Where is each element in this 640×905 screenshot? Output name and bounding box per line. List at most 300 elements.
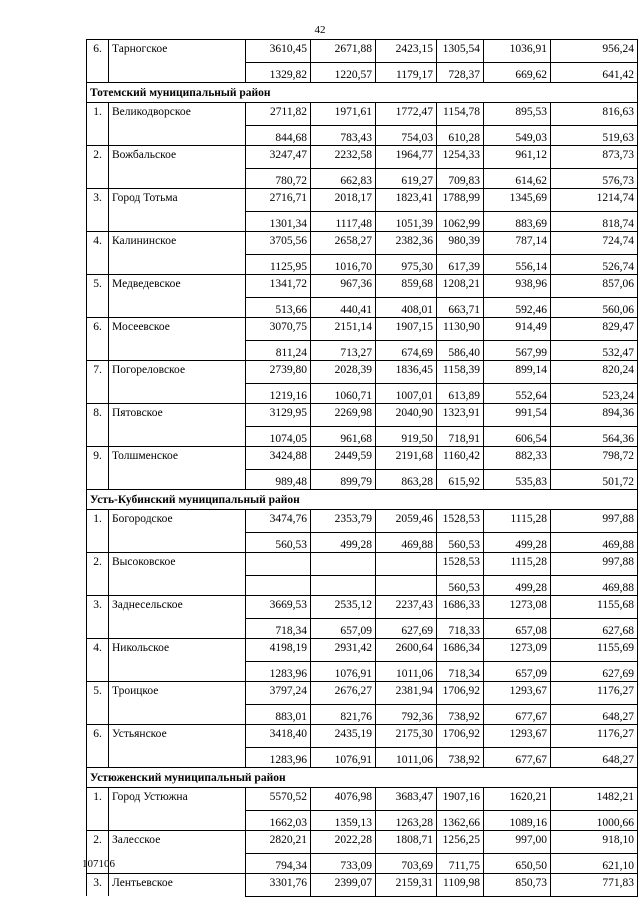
value-cell: 991,54 (484, 404, 551, 427)
value-cell: 3247,47 (246, 146, 311, 169)
value-cell: 1706,92 (437, 682, 484, 705)
value-cell: 1160,42 (437, 447, 484, 470)
value-cell: 2018,17 (311, 189, 376, 212)
value-cell (246, 553, 311, 576)
table-row (87, 103, 638, 126)
value-cell: 771,83 (551, 874, 638, 897)
empty-cell (87, 575, 109, 596)
value-cell: 1345,69 (484, 189, 551, 212)
value-cell: 1788,99 (437, 189, 484, 212)
value-cell: 1074,05 (246, 426, 311, 447)
value-cell: 619,27 (376, 168, 437, 189)
value-cell: 2423,15 (376, 40, 437, 63)
value-cell: 3797,24 (246, 682, 311, 705)
row-number: 3. (87, 189, 109, 212)
value-cell (246, 575, 311, 596)
value-cell: 1273,08 (484, 596, 551, 619)
value-cell: 844,68 (246, 125, 311, 146)
table-row (87, 340, 638, 361)
value-cell: 615,92 (437, 469, 484, 490)
value-cell: 567,99 (484, 340, 551, 361)
region-title: Тотемский муниципальный район (87, 83, 638, 103)
value-cell: 914,49 (484, 318, 551, 341)
value-cell: 863,28 (376, 469, 437, 490)
table-row (87, 232, 638, 255)
value-cell: 2711,82 (246, 103, 311, 126)
value-cell: 2059,46 (376, 510, 437, 533)
value-cell: 938,96 (484, 275, 551, 298)
value-cell: 899,79 (311, 469, 376, 490)
value-cell: 5570,52 (246, 788, 311, 811)
value-cell: 4198,19 (246, 639, 311, 662)
empty-cell (87, 810, 109, 831)
value-cell: 677,67 (484, 747, 551, 768)
empty-cell (87, 469, 109, 490)
row-number: 7. (87, 361, 109, 384)
settlement-name: Мосеевское (109, 318, 246, 341)
empty-cell (109, 383, 246, 404)
value-cell: 613,89 (437, 383, 484, 404)
value-cell: 709,83 (437, 168, 484, 189)
value-cell: 1011,06 (376, 747, 437, 768)
row-number: 4. (87, 639, 109, 662)
empty-cell (109, 618, 246, 639)
value-cell: 1089,16 (484, 810, 551, 831)
value-cell: 718,91 (437, 426, 484, 447)
settlement-name: Погореловское (109, 361, 246, 384)
value-cell: 408,01 (376, 297, 437, 318)
value-cell: 2232,58 (311, 146, 376, 169)
table-row (87, 254, 638, 275)
value-cell: 2151,14 (311, 318, 376, 341)
value-cell: 1283,96 (246, 747, 311, 768)
empty-cell (87, 62, 109, 83)
value-cell: 535,83 (484, 469, 551, 490)
value-cell: 961,12 (484, 146, 551, 169)
value-cell: 2040,90 (376, 404, 437, 427)
value-cell: 2159,31 (376, 874, 437, 897)
empty-cell (87, 618, 109, 639)
row-number: 1. (87, 788, 109, 811)
value-cell: 3705,56 (246, 232, 311, 255)
value-cell: 733,09 (311, 853, 376, 874)
value-cell: 2022,28 (311, 831, 376, 854)
row-number: 3. (87, 874, 109, 897)
value-cell: 1036,91 (484, 40, 551, 63)
value-cell: 1323,91 (437, 404, 484, 427)
value-cell: 657,08 (484, 618, 551, 639)
value-cell: 873,73 (551, 146, 638, 169)
value-cell: 883,69 (484, 211, 551, 232)
value-cell: 1051,39 (376, 211, 437, 232)
settlement-name: Заднесельское (109, 596, 246, 619)
value-cell: 1362,66 (437, 810, 484, 831)
empty-cell (87, 661, 109, 682)
table-row (87, 596, 638, 619)
value-cell: 2382,36 (376, 232, 437, 255)
value-cell: 556,14 (484, 254, 551, 275)
empty-cell (87, 125, 109, 146)
table-row (87, 361, 638, 384)
row-number: 5. (87, 682, 109, 705)
value-cell: 883,01 (246, 704, 311, 725)
value-cell: 1016,70 (311, 254, 376, 275)
value-cell: 576,73 (551, 168, 638, 189)
value-cell: 1662,03 (246, 810, 311, 831)
value-cell: 657,09 (484, 661, 551, 682)
table-row (87, 404, 638, 427)
document-id: 107106 (82, 858, 115, 870)
settlement-name: Высоковское (109, 553, 246, 576)
value-cell: 1907,15 (376, 318, 437, 341)
row-number: 6. (87, 318, 109, 341)
value-cell: 560,53 (437, 575, 484, 596)
table-row (87, 189, 638, 212)
table-row (87, 853, 638, 874)
value-cell: 2676,27 (311, 682, 376, 705)
value-cell: 816,63 (551, 103, 638, 126)
data-table (86, 39, 638, 897)
empty-cell (87, 297, 109, 318)
value-cell: 2237,43 (376, 596, 437, 619)
empty-cell (109, 853, 246, 874)
value-cell: 2535,12 (311, 596, 376, 619)
region-header-row (87, 83, 638, 103)
value-cell: 1154,78 (437, 103, 484, 126)
empty-cell (87, 532, 109, 553)
value-cell: 523,24 (551, 383, 638, 404)
value-cell: 1076,91 (311, 747, 376, 768)
value-cell: 648,27 (551, 704, 638, 725)
value-cell: 1176,27 (551, 682, 638, 705)
table-row (87, 810, 638, 831)
value-cell: 1219,16 (246, 383, 311, 404)
table-row (87, 211, 638, 232)
row-number: 2. (87, 146, 109, 169)
region-title: Устюженский муниципальный район (87, 768, 638, 788)
value-cell: 3610,45 (246, 40, 311, 63)
value-cell: 627,68 (551, 618, 638, 639)
empty-cell (109, 532, 246, 553)
value-cell: 754,03 (376, 125, 437, 146)
value-cell (376, 575, 437, 596)
value-cell: 549,03 (484, 125, 551, 146)
value-cell: 592,46 (484, 297, 551, 318)
value-cell: 2716,71 (246, 189, 311, 212)
empty-cell (87, 340, 109, 361)
value-cell: 3424,88 (246, 447, 311, 470)
empty-cell (109, 810, 246, 831)
value-cell: 513,66 (246, 297, 311, 318)
value-cell: 2449,59 (311, 447, 376, 470)
settlement-name: Толшменское (109, 447, 246, 470)
value-cell (376, 553, 437, 576)
value-cell: 1220,57 (311, 62, 376, 83)
value-cell: 850,73 (484, 874, 551, 897)
table-row (87, 661, 638, 682)
value-cell: 718,34 (246, 618, 311, 639)
table-row (87, 639, 638, 662)
value-cell: 1062,99 (437, 211, 484, 232)
value-cell: 1117,48 (311, 211, 376, 232)
value-cell: 1907,16 (437, 788, 484, 811)
value-cell: 1254,33 (437, 146, 484, 169)
table-row (87, 275, 638, 298)
value-cell: 560,06 (551, 297, 638, 318)
value-cell: 997,00 (484, 831, 551, 854)
value-cell: 2175,30 (376, 725, 437, 748)
value-cell: 794,34 (246, 853, 311, 874)
value-cell: 3070,75 (246, 318, 311, 341)
region-title: Усть-Кубинский муниципальный район (87, 490, 638, 510)
settlement-name: Город Устюжна (109, 788, 246, 811)
value-cell: 2435,19 (311, 725, 376, 748)
value-cell: 811,24 (246, 340, 311, 361)
value-cell: 2820,21 (246, 831, 311, 854)
empty-cell (109, 168, 246, 189)
empty-cell (109, 62, 246, 83)
value-cell: 469,88 (376, 532, 437, 553)
table-row (87, 146, 638, 169)
value-cell: 1305,54 (437, 40, 484, 63)
value-cell: 657,09 (311, 618, 376, 639)
value-cell: 724,74 (551, 232, 638, 255)
value-cell: 3418,40 (246, 725, 311, 748)
table-row (87, 682, 638, 705)
table-row (87, 874, 638, 897)
table-row (87, 575, 638, 596)
value-cell: 2658,27 (311, 232, 376, 255)
region-header-row (87, 768, 638, 788)
table-row (87, 532, 638, 553)
empty-cell (109, 661, 246, 682)
table-row (87, 747, 638, 768)
value-cell: 3669,53 (246, 596, 311, 619)
value-cell: 829,47 (551, 318, 638, 341)
settlement-name: Богородское (109, 510, 246, 533)
row-number: 3. (87, 596, 109, 619)
value-cell: 895,53 (484, 103, 551, 126)
value-cell: 783,43 (311, 125, 376, 146)
value-cell: 1214,74 (551, 189, 638, 212)
value-cell: 1011,06 (376, 661, 437, 682)
table-row (87, 318, 638, 341)
value-cell: 606,54 (484, 426, 551, 447)
value-cell: 617,39 (437, 254, 484, 275)
value-cell: 1076,91 (311, 661, 376, 682)
value-cell: 1155,68 (551, 596, 638, 619)
value-cell: 1482,21 (551, 788, 638, 811)
value-cell: 1528,53 (437, 510, 484, 533)
settlement-name: Медведевское (109, 275, 246, 298)
value-cell: 997,88 (551, 553, 638, 576)
empty-cell (109, 254, 246, 275)
empty-cell (87, 254, 109, 275)
value-cell: 586,40 (437, 340, 484, 361)
value-cell: 1158,39 (437, 361, 484, 384)
value-cell: 980,39 (437, 232, 484, 255)
value-cell: 663,71 (437, 297, 484, 318)
value-cell: 738,92 (437, 747, 484, 768)
value-cell: 1359,13 (311, 810, 376, 831)
value-cell: 669,62 (484, 62, 551, 83)
value-cell: 2381,94 (376, 682, 437, 705)
table-row (87, 469, 638, 490)
table-row (87, 618, 638, 639)
value-cell: 718,34 (437, 661, 484, 682)
empty-cell (109, 211, 246, 232)
settlement-name: Калининское (109, 232, 246, 255)
table-row (87, 510, 638, 533)
value-cell: 738,92 (437, 704, 484, 725)
value-cell: 1060,71 (311, 383, 376, 404)
value-cell: 1341,72 (246, 275, 311, 298)
table-row (87, 383, 638, 404)
value-cell: 2931,42 (311, 639, 376, 662)
value-cell: 1125,95 (246, 254, 311, 275)
row-number: 2. (87, 553, 109, 576)
value-cell: 1283,96 (246, 661, 311, 682)
value-cell: 552,64 (484, 383, 551, 404)
table-row (87, 40, 638, 63)
value-cell: 899,14 (484, 361, 551, 384)
value-cell: 499,28 (484, 575, 551, 596)
table-row (87, 168, 638, 189)
value-cell (311, 553, 376, 576)
value-cell: 792,36 (376, 704, 437, 725)
empty-cell (87, 383, 109, 404)
value-cell: 882,33 (484, 447, 551, 470)
value-cell: 2353,79 (311, 510, 376, 533)
value-cell: 440,41 (311, 297, 376, 318)
value-cell (311, 575, 376, 596)
empty-cell (87, 704, 109, 725)
settlement-name: Устьянское (109, 725, 246, 748)
value-cell: 674,69 (376, 340, 437, 361)
value-cell: 703,69 (376, 853, 437, 874)
row-number: 6. (87, 725, 109, 748)
row-number: 8. (87, 404, 109, 427)
value-cell: 2600,64 (376, 639, 437, 662)
value-cell: 627,69 (551, 661, 638, 682)
value-cell: 713,27 (311, 340, 376, 361)
value-cell: 2399,07 (311, 874, 376, 897)
value-cell: 1208,21 (437, 275, 484, 298)
value-cell: 728,37 (437, 62, 484, 83)
row-number: 1. (87, 103, 109, 126)
empty-cell (109, 469, 246, 490)
value-cell: 610,28 (437, 125, 484, 146)
value-cell: 1263,28 (376, 810, 437, 831)
row-number: 2. (87, 831, 109, 854)
value-cell: 2269,98 (311, 404, 376, 427)
settlement-name: Вожбальское (109, 146, 246, 169)
value-cell: 1808,71 (376, 831, 437, 854)
value-cell: 1301,34 (246, 211, 311, 232)
value-cell: 560,53 (246, 532, 311, 553)
value-cell: 1179,17 (376, 62, 437, 83)
row-number: 4. (87, 232, 109, 255)
value-cell: 798,72 (551, 447, 638, 470)
value-cell: 711,75 (437, 853, 484, 874)
empty-cell (87, 211, 109, 232)
table-row (87, 426, 638, 447)
table-row (87, 447, 638, 470)
value-cell: 997,88 (551, 510, 638, 533)
value-cell: 1000,66 (551, 810, 638, 831)
value-cell: 787,14 (484, 232, 551, 255)
empty-cell (109, 747, 246, 768)
value-cell: 967,36 (311, 275, 376, 298)
empty-cell (109, 125, 246, 146)
value-cell: 718,33 (437, 618, 484, 639)
value-cell: 2028,39 (311, 361, 376, 384)
value-cell: 1273,09 (484, 639, 551, 662)
value-cell: 1686,34 (437, 639, 484, 662)
row-number: 9. (87, 447, 109, 470)
empty-cell (109, 297, 246, 318)
page-number: 42 (314, 24, 326, 36)
value-cell: 821,76 (311, 704, 376, 725)
empty-cell (109, 704, 246, 725)
value-cell: 918,10 (551, 831, 638, 854)
row-number: 5. (87, 275, 109, 298)
value-cell: 1115,28 (484, 553, 551, 576)
value-cell: 1130,90 (437, 318, 484, 341)
value-cell: 820,24 (551, 361, 638, 384)
value-cell: 662,83 (311, 168, 376, 189)
empty-cell (87, 426, 109, 447)
table-row (87, 704, 638, 725)
value-cell: 1293,67 (484, 682, 551, 705)
value-cell: 1620,21 (484, 788, 551, 811)
value-cell: 956,24 (551, 40, 638, 63)
value-cell: 526,74 (551, 254, 638, 275)
value-cell: 641,42 (551, 62, 638, 83)
value-cell: 1293,67 (484, 725, 551, 748)
table-row (87, 125, 638, 146)
empty-cell (87, 747, 109, 768)
value-cell: 3129,95 (246, 404, 311, 427)
value-cell: 499,28 (484, 532, 551, 553)
row-number: 6. (87, 40, 109, 63)
empty-cell (109, 340, 246, 361)
empty-cell (109, 426, 246, 447)
value-cell: 677,67 (484, 704, 551, 725)
value-cell: 564,36 (551, 426, 638, 447)
value-cell: 1706,92 (437, 725, 484, 748)
table-row (87, 788, 638, 811)
value-cell: 1115,28 (484, 510, 551, 533)
value-cell: 501,72 (551, 469, 638, 490)
value-cell: 532,47 (551, 340, 638, 361)
value-cell: 857,06 (551, 275, 638, 298)
value-cell: 1155,69 (551, 639, 638, 662)
value-cell: 560,53 (437, 532, 484, 553)
value-cell: 1772,47 (376, 103, 437, 126)
value-cell: 1686,33 (437, 596, 484, 619)
value-cell: 818,74 (551, 211, 638, 232)
settlement-name: Троицкое (109, 682, 246, 705)
value-cell: 1964,77 (376, 146, 437, 169)
value-cell: 614,62 (484, 168, 551, 189)
row-number: 1. (87, 510, 109, 533)
value-cell: 627,69 (376, 618, 437, 639)
value-cell: 1836,45 (376, 361, 437, 384)
value-cell: 3474,76 (246, 510, 311, 533)
settlement-name: Великодворское (109, 103, 246, 126)
empty-cell (109, 575, 246, 596)
